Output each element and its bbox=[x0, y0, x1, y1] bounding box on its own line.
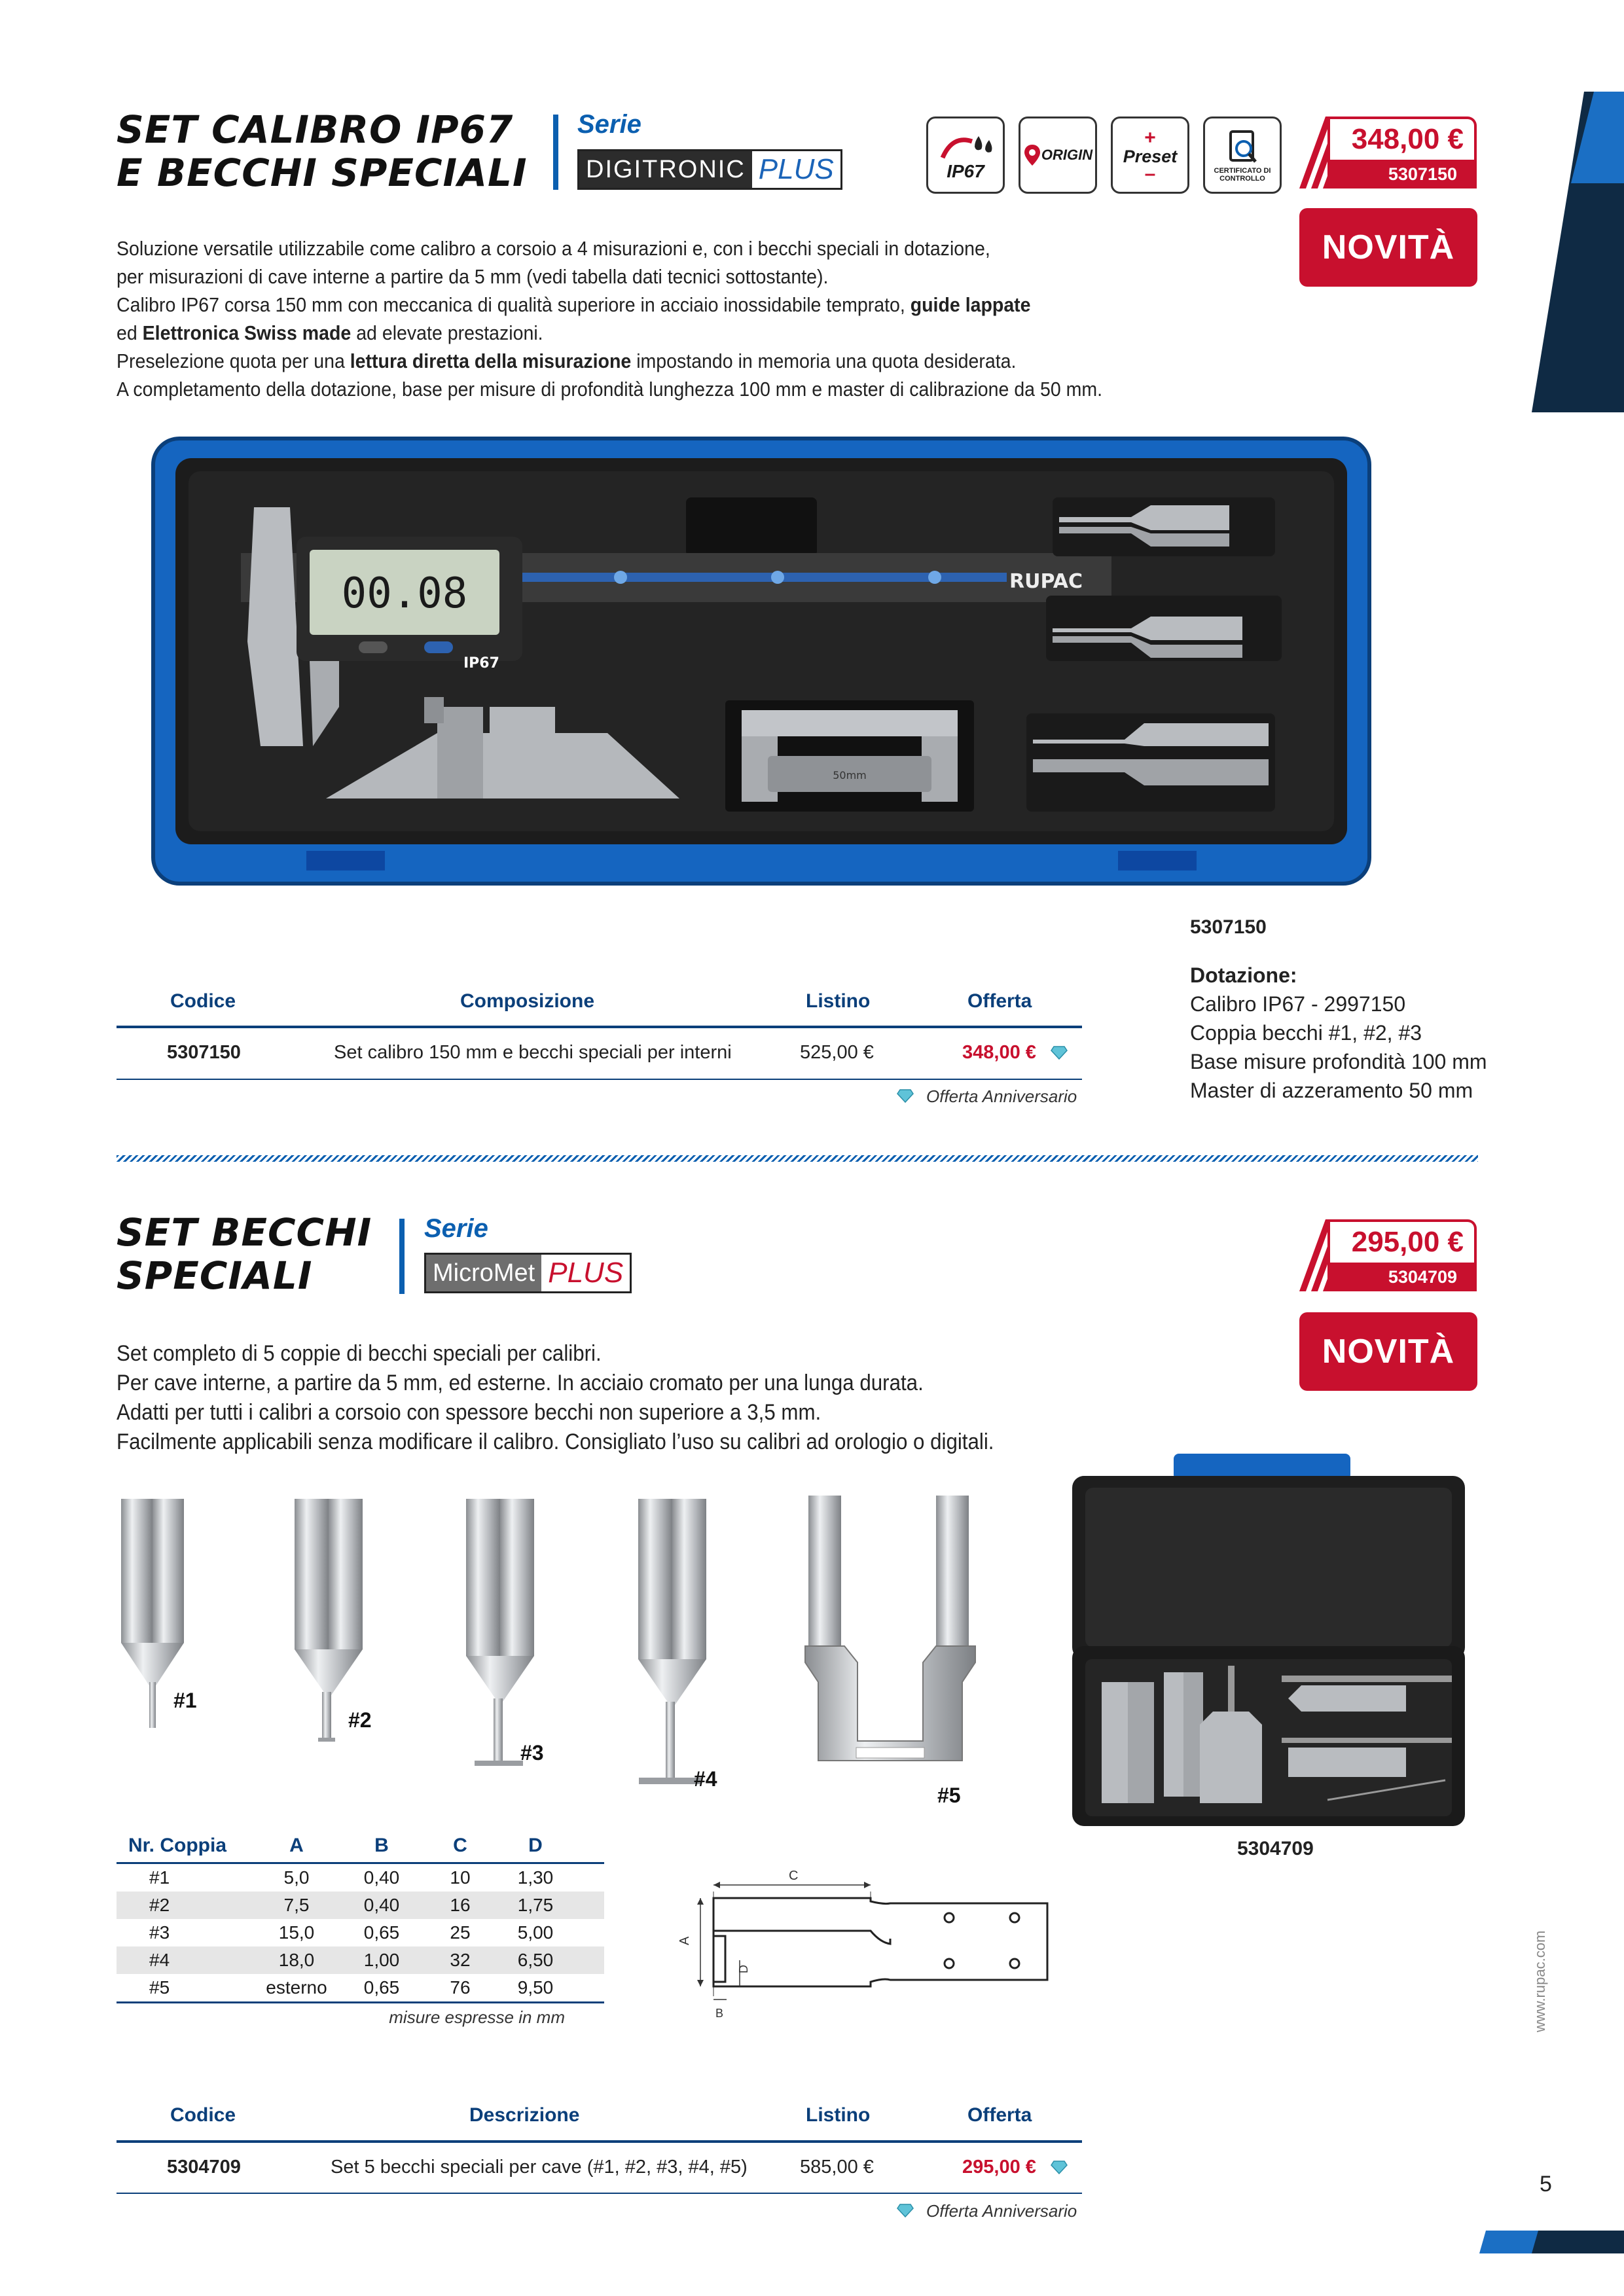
spec-row: #1 5,0 0,40 10 1,30 bbox=[149, 1867, 554, 1888]
brand-left-text: MicroMet bbox=[426, 1255, 541, 1291]
spec-note: misure espresse in mm bbox=[389, 2007, 565, 2027]
diagram-label-b: B bbox=[715, 2007, 724, 2020]
table2-header-code: Codice bbox=[170, 2104, 236, 2126]
beak-set-case-image bbox=[1066, 1450, 1471, 1829]
origin-text: ORIGIN bbox=[1041, 147, 1093, 163]
table1-offer-price: 348,00 € bbox=[962, 1042, 1036, 1063]
diamond-icon bbox=[1051, 2160, 1068, 2178]
dotazione bbox=[1190, 961, 1487, 1105]
spec-header: Nr. Coppia bbox=[128, 1835, 227, 1856]
spec-header: D bbox=[528, 1835, 543, 1856]
table1-code: 5307150 bbox=[167, 1042, 241, 1063]
page-number: 5 bbox=[1540, 2172, 1552, 2197]
price-value: 348,00 € bbox=[1327, 117, 1477, 160]
serie-label: Serie bbox=[577, 110, 641, 139]
spec-row: #5 esterno 0,65 76 9,50 bbox=[149, 1977, 554, 1998]
diamond-icon bbox=[1051, 1045, 1068, 1063]
table1-header-code: Codice bbox=[170, 990, 236, 1012]
diagram-label-d: D bbox=[737, 1965, 750, 1973]
brand-left-text: DIGITRONIC bbox=[579, 151, 752, 188]
table1-rule bbox=[117, 1026, 1082, 1028]
table1-bottom-rule bbox=[117, 1079, 1082, 1080]
beak-dimension-diagram bbox=[674, 1865, 1067, 2022]
diagram-label-a: A bbox=[677, 1936, 692, 1945]
certificate-badge-icon bbox=[1203, 117, 1282, 194]
digitronic-plus-logo bbox=[577, 149, 842, 190]
serie-label: Serie bbox=[424, 1214, 488, 1243]
dotazione-title: Dotazione: bbox=[1190, 963, 1297, 987]
caliper-caption: 5307150 bbox=[1190, 916, 1267, 938]
table2-offer-price: 295,00 € bbox=[962, 2157, 1036, 2178]
caliper-ip67-text: IP67 bbox=[463, 655, 499, 672]
novita-badge: NOVITÀ bbox=[1299, 208, 1477, 287]
caliper-brand-text: RUPAC bbox=[1009, 570, 1083, 593]
dotazione-item: Coppia becchi #1, #2, #3 bbox=[1190, 1021, 1422, 1045]
preset-text: Preset bbox=[1123, 146, 1178, 166]
preset-badge-icon: + Preset – bbox=[1111, 117, 1189, 194]
beak-label: #1 bbox=[173, 1689, 197, 1712]
section2-title: SET BECCHI SPECIALI bbox=[117, 1210, 372, 1298]
table1-header-offer: Offerta bbox=[967, 990, 1032, 1012]
table1-list-price: 525,00 € bbox=[800, 1042, 874, 1063]
corner-decoration bbox=[1532, 92, 1624, 412]
ip67-text: IP67 bbox=[947, 161, 984, 181]
table2-header-offer: Offerta bbox=[967, 2104, 1032, 2126]
table2-header-list: Listino bbox=[806, 2104, 871, 2126]
beak-label: #5 bbox=[937, 1784, 961, 1807]
spec-table bbox=[117, 1829, 604, 2028]
section-divider bbox=[117, 1155, 1478, 1162]
website-label: www.rupac.com bbox=[1532, 1930, 1548, 2032]
anniversary-diamond-icon bbox=[897, 1088, 914, 1106]
dotazione-item: Calibro IP67 - 2997150 bbox=[1190, 992, 1406, 1016]
brand-right-text: PLUS bbox=[541, 1255, 630, 1291]
diagram-label-c: C bbox=[789, 1869, 799, 1883]
price-tag bbox=[1327, 1219, 1477, 1291]
table2-rule bbox=[117, 2140, 1082, 2143]
beak-label: #2 bbox=[348, 1708, 372, 1732]
section1-title: SET CALIBRO IP67 E BECCHI SPECIALI bbox=[117, 107, 528, 195]
micromet-plus-logo bbox=[424, 1253, 632, 1293]
section1-description: Soluzione versatile utilizzabile come calibro a corsoio a 4 misurazioni e, con i becchi speciali in dotazione, per misurazioni di cave interne a partire da 5 mm (vedi tabella dati tecnici sottostante). Calibro IP67 corsa 150 mm con meccanica di qualità superiore in acciaio inossidabile temprato, guide lappate ed Elettronica Swiss made ad elevate prestazioni. Preselezione quota per una lettura diretta della misurazione impostando in memoria una quota desiderata. A completamento della dotazione, base per misure di profondità lunghezza 100 mm e master di calibrazione da 50 mm. bbox=[117, 237, 1103, 401]
price-code: 5304709 bbox=[1327, 1263, 1477, 1291]
table1-header-list: Listino bbox=[806, 990, 871, 1012]
dotazione-item: Master di azzeramento 50 mm bbox=[1190, 1079, 1473, 1102]
spec-header: A bbox=[289, 1835, 304, 1856]
table2-description: Set 5 becchi speciali per cave (#1, #2, #3, #4, #5) bbox=[331, 2157, 748, 2178]
footer-bar bbox=[1479, 2231, 1624, 2253]
table2-list-price: 585,00 € bbox=[800, 2157, 874, 2178]
anniversary-note: Offerta Anniversario bbox=[926, 1086, 1077, 1106]
certificate-text: CERTIFICATO DI CONTROLLO bbox=[1214, 167, 1271, 183]
serie-divider bbox=[553, 115, 558, 190]
table1-composition: Set calibro 150 mm e becchi speciali per interni bbox=[334, 1042, 732, 1063]
beak-label: #4 bbox=[694, 1767, 717, 1791]
origin-badge-icon bbox=[1019, 117, 1097, 194]
spec-row: #3 15,0 0,65 25 5,00 bbox=[149, 1922, 554, 1943]
beaks-illustration bbox=[111, 1486, 1001, 1826]
beak-label: #3 bbox=[520, 1741, 544, 1765]
table1-header-composition: Composizione bbox=[460, 990, 595, 1012]
dotazione-item: Base misure profondità 100 mm bbox=[1190, 1050, 1487, 1073]
spec-header: B bbox=[374, 1835, 389, 1856]
case-caption: 5304709 bbox=[1237, 1838, 1314, 1859]
serie-divider bbox=[399, 1219, 405, 1294]
master-label: 50mm bbox=[833, 769, 867, 781]
caliper-set-image bbox=[149, 432, 1373, 890]
ip67-badge-icon bbox=[926, 117, 1005, 194]
spec-row: #4 18,0 1,00 32 6,50 bbox=[117, 1946, 604, 1974]
anniversary-note: Offerta Anniversario bbox=[926, 2201, 1077, 2221]
novita-badge: NOVITÀ bbox=[1299, 1312, 1477, 1391]
table2-bottom-rule bbox=[117, 2193, 1082, 2194]
caliper-display-text: 00.08 bbox=[341, 569, 468, 618]
table2-header-description: Descrizione bbox=[469, 2104, 580, 2126]
brand-right-text: PLUS bbox=[752, 151, 840, 188]
spec-header: C bbox=[453, 1835, 467, 1856]
section2-description: Set completo di 5 coppie di becchi speciali per calibri. Per cave interne, a partire da 5 mm, ed esterne. In acciaio cromato per una lunga durata. Adatti per tutti i calibri a corsoio con spessore becchi non superiore a 3,5 mm. Facilmente applicabili senza modificare il calibro. Consigliato l’uso su calibri ad orologio o digitali. bbox=[117, 1341, 994, 1454]
price-code: 5307150 bbox=[1327, 160, 1477, 188]
price-value: 295,00 € bbox=[1327, 1219, 1477, 1263]
table2-code: 5304709 bbox=[167, 2157, 241, 2178]
spec-row: #2 7,5 0,40 16 1,75 bbox=[117, 1892, 604, 1919]
anniversary-diamond-icon bbox=[897, 2203, 914, 2221]
price-tag bbox=[1327, 117, 1477, 188]
